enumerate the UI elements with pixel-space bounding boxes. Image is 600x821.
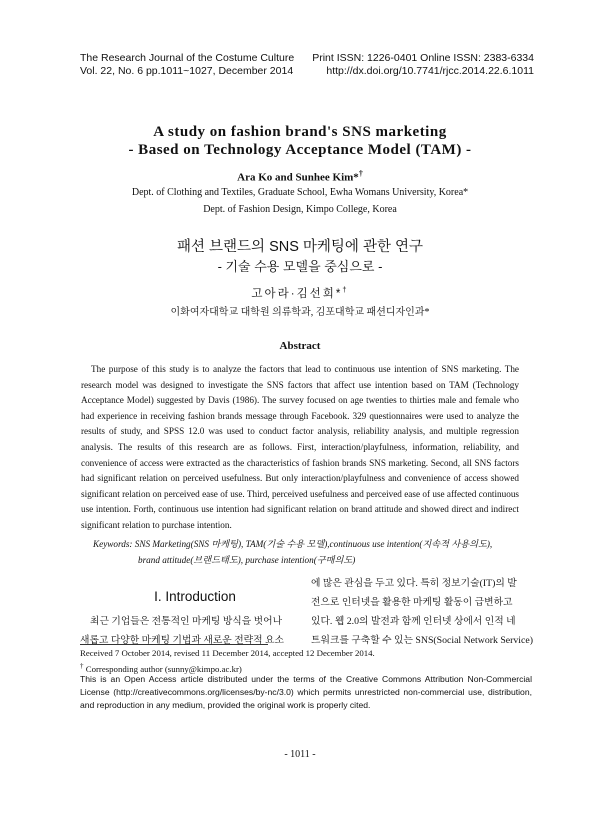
intro-left-line-1: 최근 기업들은 전통적인 마케팅 방식을 벗어나 [90,616,283,627]
doi-link[interactable]: http://dx.doi.org/10.7741/rjcc.2014.22.6.1011 [326,65,534,77]
volume-info: Vol. 22, No. 6 pp.1011~1027, December 2014 [80,65,294,77]
authors-ko [0,285,600,301]
intro-right-line-2: 전으로 인터넷을 활용한 마케팅 활동이 급변하고 [311,597,513,608]
paper-subtitle-en: - Based on Technology Acceptance Model (TAM) - [128,142,472,158]
intro-right-column [311,574,533,650]
abstract-heading: Abstract [279,340,321,352]
intro-right-line-1: 에 많은 관심을 두고 있다. 특히 정보기술(IT)의 발 [311,578,517,589]
received-dates: Received 7 October 2014, revised 11 December 2014, accepted 12 December 2014. [80,648,375,658]
abstract-body: The purpose of this study is to analyze the factors that lead to continuous use intention of SNS marketing. The research model was designed to investigate the SNS factors that affect use intention based on TAM (Technology Acceptance Model) suggested by Davis (1986). The survey focused on age twenties to thirties male and female who had experience in receiving fashion brands message through Facebook. 329 questionnaires were used to analyze the results of study, and SPSS 12.0 was used to conduct factor analysis, reliability analysis, and multiple regression analysis. The results of this research are as follows. First, interaction/playfulness, information, reliability, and convenience of access were extracted as the characteristics of fashion brands SNS marketing. Second, all SNS factors had significant relation on perceived usefulness. But only interaction/playfulness and convenience of access showed significant relation on perceived ease of use. Third, perceived usefulness and perceived ease of use affected continuous use intention. Forth, continuous use intention had significant relation on brand attitude and showed direct and indirect significant relation to purchase intention. [81,364,519,530]
page-number: - 1011 - [284,749,316,760]
paper-title-en: A study on fashion brand's SNS marketing [153,124,447,140]
paper-subtitle-ko: - 기술 수용 모델을 중심으로 - [217,259,383,274]
keywords [93,537,525,568]
authors-en [0,169,600,184]
corresponding-author-text: Corresponding author (sunny@kimpo.ac.kr) [85,663,242,674]
affiliation-en-1: Dept. of Clothing and Textiles, Graduate School, Ewha Womans University, Korea* [131,187,469,198]
affiliation-en-2: Dept. of Fashion Design, Kimpo College, Korea [203,204,397,215]
author-names-en: Ara Ko and Sunhee Kim* [237,171,359,184]
section-heading-introduction: I. Introduction [154,589,236,604]
intro-right-line-4: 트워크를 구축할 수 있는 SNS(Social Network Service) [311,635,533,646]
journal-name: The Research Journal of the Costume Culture [80,52,295,64]
issn: Print ISSN: 1226-0401 Online ISSN: 2383-6334 [312,52,534,64]
license-notice: This is an Open Access article distributed under the terms of the Creative Commons Attribution Non-Commercial License (http://creativecommons.org/licenses/by-nc/3.0) which permits unrestricted non-commercial use, distribution, and reproduction in any medium, provided the original work is properly cited. [80,674,532,710]
keywords-line-2: brand attitude(브랜드태도), purchase intention(구매의도) [138,554,356,565]
affiliation-ko: 이화여자대학교 대학원 의류학과, 김포대학교 패션디자인과* [170,307,430,318]
paper-title-ko: 패션 브랜드의 SNS 마케팅에 관한 연구 [176,239,424,255]
intro-left-line-2: 새롭고 다양한 마케팅 기법과 새로운 전략적 요소 [80,635,284,646]
corresponding-mark: † [358,169,363,178]
author-names-ko: 고아라·김선희* [251,288,343,300]
corresponding-mark-ko: † [342,285,349,295]
intro-right-line-3: 있다. 웹 2.0의 발전과 함께 인터넷 상에서 인적 네 [311,616,516,627]
footnote-divider [80,644,268,645]
keywords-line-1: Keywords: SNS Marketing(SNS 마케팅), TAM(기술 수용 모델),continuous use intention(지속적 사용의도), [93,539,493,549]
corresponding-mark-foot: † [80,662,84,670]
